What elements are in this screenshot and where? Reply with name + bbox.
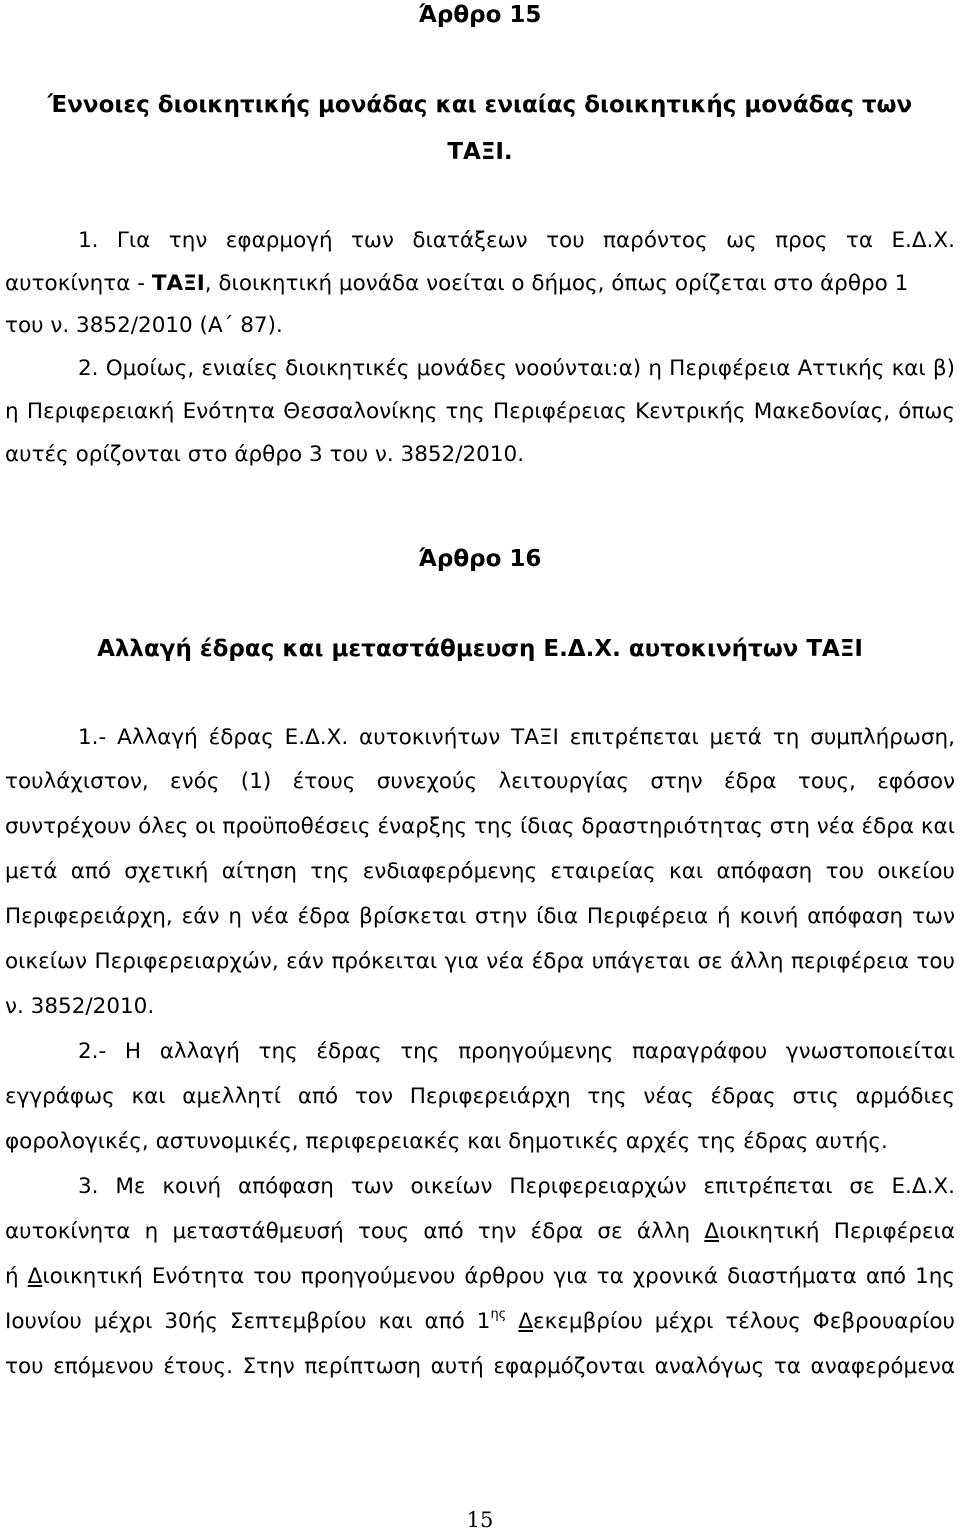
text-run: Ιουνίου μέχρι 30ής Σεπτεμβρίου και από 1 xyxy=(5,1309,491,1334)
article-16-para-3-line-4 xyxy=(5,1307,955,1337)
underlined-text-run: Δ xyxy=(27,1264,43,1289)
article-16-para-1-line-7: ν. 3852/2010. xyxy=(5,994,155,1019)
article-16-para-3-line-5: του επόμενου έτους. Στην περίπτωση αυτή εφαρμόζονται αναλόγως τα αναφερόμενα xyxy=(5,1354,955,1379)
article-16-para-3-line-2 xyxy=(5,1217,955,1247)
article-16-heading: Άρθρο 16 xyxy=(418,546,542,572)
article-15-para-2-line-1: 2. Ομοίως, ενιαίες διοικητικές μονάδες νοούνται:α) η Περιφέρεια Αττικής και β) xyxy=(78,356,955,381)
article-16-para-3-line-3 xyxy=(5,1262,955,1292)
article-16-para-1-line-3: συντρέχουν όλες οι προϋποθέσεις έναρξης της ίδιας δραστηριότητας στη νέα έδρα και xyxy=(5,814,955,839)
article-15-para-1-line-3: του ν. 3852/2010 (Α΄ 87). xyxy=(5,313,283,338)
text-run: ιοικητική Ενότητα του προηγούμενου άρθρου για τα χρονικά διαστήματα από 1ης xyxy=(42,1264,955,1289)
article-16-para-2-line-3: φορολογικές, αστυνομικές, περιφερειακές και δημοτικές αρχές της έδρας αυτής. xyxy=(5,1129,888,1154)
article-15-para-1-line-1: 1. Για την εφαρμογή των διατάξεων του παρόντος ως προς τα Ε.Δ.Χ. xyxy=(78,228,955,253)
article-15-para-2-line-3: αυτές ορίζονται στο άρθρο 3 του ν. 3852/2010. xyxy=(5,442,525,467)
article-15-title-line-1: Έννοιες διοικητικής μονάδας και ενιαίας διοικητικής μονάδας των xyxy=(47,92,913,118)
article-16-para-1-line-4: μετά από σχετική αίτηση της ενδιαφερόμενης εταιρείας και απόφαση του οικείου xyxy=(5,859,955,884)
article-15-para-1-line-2 xyxy=(5,269,955,299)
underlined-text-run: Δ xyxy=(704,1219,720,1244)
article-15-title-line-2: ΤΑΞΙ. xyxy=(447,139,513,165)
text-run: , διοικητική μονάδα νοείται ο δήμος, όπως ορίζεται στο άρθρο 1 xyxy=(204,271,909,296)
text-run: ή xyxy=(5,1264,28,1289)
text-run: εκεμβρίου μέχρι τέλους Φεβρουαρίου xyxy=(532,1309,955,1334)
article-16-para-1-line-1: 1.- Αλλαγή έδρας Ε.Δ.Χ. αυτοκινήτων ΤΑΞΙ επιτρέπεται μετά τη συμπλήρωση, xyxy=(78,725,955,750)
article-16-para-1-line-2: τουλάχιστον, ενός (1) έτους συνεχούς λειτουργίας στην έδρα τους, εφόσον xyxy=(5,769,955,794)
superscript: ης xyxy=(490,1306,507,1322)
article-16-para-1-line-5: Περιφερειάρχη, εάν η νέα έδρα βρίσκεται στην ίδια Περιφέρεια ή κοινή απόφαση των xyxy=(5,904,955,929)
article-16-para-3-line-1: 3. Με κοινή απόφαση των οικείων Περιφερειαρχών επιτρέπεται σε Ε.Δ.Χ. xyxy=(78,1174,955,1199)
page-number: 15 xyxy=(466,1508,494,1532)
text-run: ιοικητική Περιφέρεια xyxy=(719,1219,955,1244)
article-16-para-2-line-2: εγγράφως και αμελλητί από τον Περιφερειάρχη της νέας έδρας στις αρμόδιες xyxy=(5,1084,955,1109)
article-16-para-1-line-6: οικείων Περιφερειαρχών, εάν πρόκειται για νέα έδρα υπάγεται σε άλλη περιφέρεια του xyxy=(5,949,955,974)
text-run: αυτοκίνητα η μεταστάθμευσή τους από την έδρα σε άλλη xyxy=(5,1219,705,1244)
underlined-text-run: Δ xyxy=(518,1309,533,1334)
article-15-heading: Άρθρο 15 xyxy=(418,2,542,28)
article-16-title: Αλλαγή έδρας και μεταστάθμευση Ε.Δ.Χ. αυτοκινήτων ΤΑΞΙ xyxy=(97,636,863,662)
text-run xyxy=(506,1309,518,1334)
article-15-para-2-line-2: η Περιφερειακή Ενότητα Θεσσαλονίκης της Περιφέρειας Κεντρικής Μακεδονίας, όπως xyxy=(5,399,955,424)
bold-text-run: ΤΑΞΙ xyxy=(151,271,205,296)
article-16-para-2-line-1: 2.- Η αλλαγή της έδρας της προηγούμενης παραγράφου γνωστοποιείται xyxy=(78,1039,955,1064)
text-run: αυτοκίνητα - xyxy=(5,271,152,296)
